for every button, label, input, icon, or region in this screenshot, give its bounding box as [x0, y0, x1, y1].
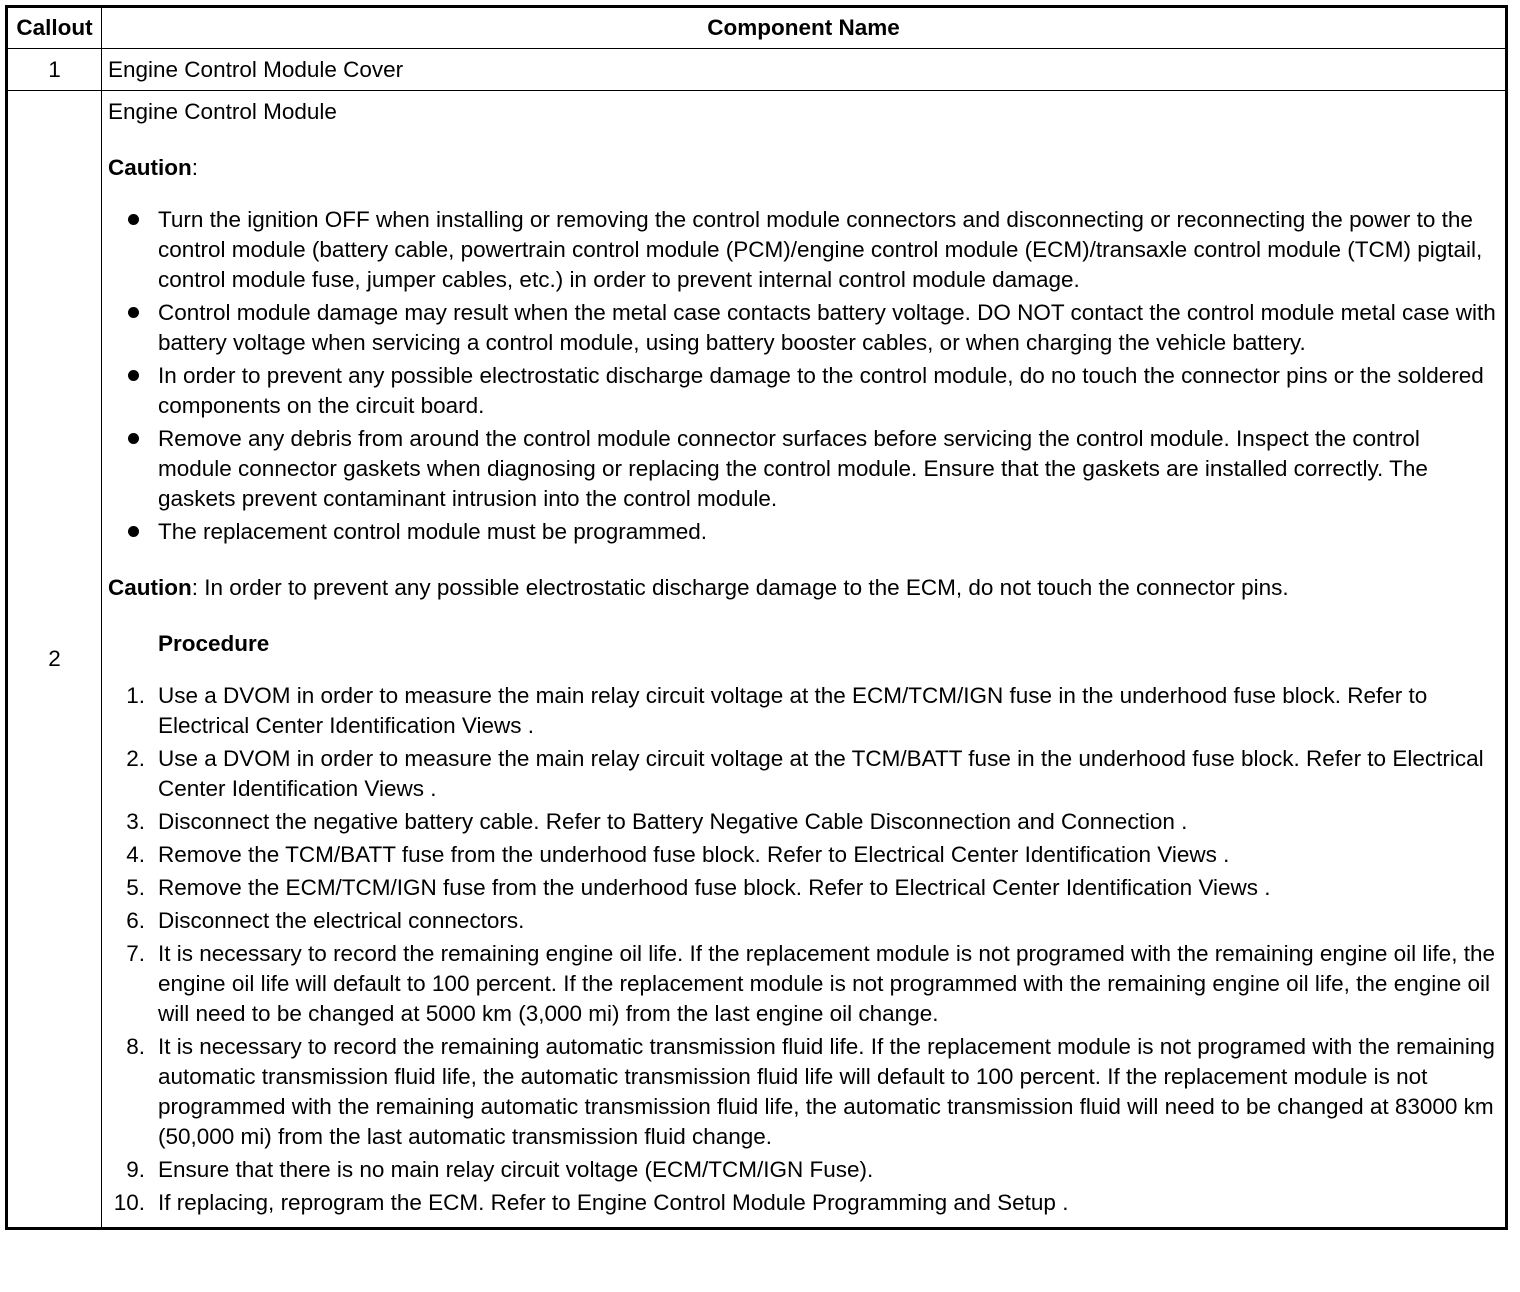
callout-cell: 2	[7, 91, 102, 1229]
header-component-name: Component Name	[102, 7, 1507, 49]
procedure-step	[108, 1155, 1499, 1185]
step-number: 9.	[126, 1157, 145, 1182]
component-detail-cell	[102, 91, 1507, 1229]
step-number: 2.	[126, 746, 145, 771]
step-number: 3.	[126, 809, 145, 834]
table-row	[7, 91, 1507, 1229]
procedure-step	[108, 681, 1499, 741]
step-text: Ensure that there is no main relay circuit voltage (ECM/TCM/IGN Fuse).	[158, 1157, 874, 1182]
caution-colon: :	[191, 155, 199, 180]
procedure-step	[108, 873, 1499, 903]
header-row	[7, 7, 1507, 49]
caution-bullet-item: Control module damage may result when the metal case contacts battery voltage. DO NOT contact the control module metal case with battery voltage when servicing a control module, using battery booster cables, or when charging the vehicle battery.	[108, 298, 1499, 358]
step-number: 7.	[126, 941, 145, 966]
procedure-step	[108, 807, 1499, 837]
procedure-step	[108, 744, 1499, 804]
step-text: Remove the TCM/BATT fuse from the underhood fuse block. Refer to Electrical Center Identification Views .	[158, 842, 1230, 867]
step-text: Use a DVOM in order to measure the main relay circuit voltage at the TCM/BATT fuse in the underhood fuse block. Refer to Electrical Center Identification Views .	[158, 746, 1484, 801]
caution-bullet-list	[108, 205, 1499, 547]
step-text: It is necessary to record the remaining engine oil life. If the replacement module is not programed with the remaining engine oil life, the engine oil life will default to 100 percent. If the replacement module is not programmed with the remaining engine oil life, the engine oil will need to be changed at 5000 km (3,000 mi) from the last engine oil change.	[158, 941, 1495, 1026]
procedure-step	[108, 1188, 1499, 1218]
procedure-step	[108, 939, 1499, 1029]
procedure-step	[108, 906, 1499, 936]
caution-bullet-item: Remove any debris from around the control module connector surfaces before servicing the control module. Inspect the control module connector gaskets when diagnosing or replacing the control module. Ensure that the gaskets are installed correctly. The gaskets prevent contaminant intrusion into the control module.	[108, 424, 1499, 514]
step-text: Remove the ECM/TCM/IGN fuse from the underhood fuse block. Refer to Electrical Center Identification Views .	[158, 875, 1271, 900]
procedure-step	[108, 1032, 1499, 1152]
procedure-step	[108, 840, 1499, 870]
step-text: If replacing, reprogram the ECM. Refer to Engine Control Module Programming and Setup .	[158, 1190, 1069, 1215]
component-name: Engine Control Module	[108, 99, 337, 124]
step-text: Disconnect the negative battery cable. Refer to Battery Negative Cable Disconnection and Connection .	[158, 809, 1188, 834]
caution-bullet-item: The replacement control module must be programmed.	[108, 517, 1499, 547]
step-text: It is necessary to record the remaining automatic transmission fluid life. If the replacement module is not programed with the remaining automatic transmission fluid life, the automatic transmission fluid life will default to 100 percent. If the replacement module is not programmed with the remaining automatic transmission fluid life, the automatic transmission fluid will need to be changed at 83000 km (50,000 mi) from the last automatic transmission fluid change.	[158, 1034, 1495, 1149]
callout-cell: 1	[7, 49, 102, 91]
step-number: 10.	[113, 1190, 145, 1215]
caution-label: Caution	[108, 575, 192, 600]
caution-text: : In order to prevent any possible electrostatic discharge damage to the ECM, do not touch the connector pins.	[191, 575, 1289, 600]
step-number: 8.	[126, 1034, 145, 1059]
step-text: Disconnect the electrical connectors.	[158, 908, 525, 933]
procedure-steps	[108, 681, 1499, 1218]
caution-heading	[108, 153, 1499, 183]
caution-bullet-item: In order to prevent any possible electrostatic discharge damage to the control module, do no touch the connector pins or the soldered components on the circuit board.	[108, 361, 1499, 421]
caution-bullet-item: Turn the ignition OFF when installing or removing the control module connectors and disconnecting or reconnecting the power to the control module (battery cable, powertrain control module (PCM)/engine control module (ECM)/transaxle control module (TCM) pigtail, control module fuse, jumper cables, etc.) in order to prevent internal control module damage.	[108, 205, 1499, 295]
table-row	[7, 49, 1507, 91]
caution-label: Caution	[108, 155, 192, 180]
step-text: Use a DVOM in order to measure the main relay circuit voltage at the ECM/TCM/IGN fuse in the underhood fuse block. Refer to Electrical Center Identification Views .	[158, 683, 1428, 738]
procedure-heading: Procedure	[158, 631, 270, 656]
step-number: 1.	[126, 683, 145, 708]
caution-esd	[108, 573, 1499, 603]
component-table	[5, 5, 1508, 1230]
step-number: 6.	[126, 908, 145, 933]
component-name-cell: Engine Control Module Cover	[102, 49, 1507, 91]
step-number: 5.	[126, 875, 145, 900]
header-callout: Callout	[7, 7, 102, 49]
step-number: 4.	[126, 842, 145, 867]
